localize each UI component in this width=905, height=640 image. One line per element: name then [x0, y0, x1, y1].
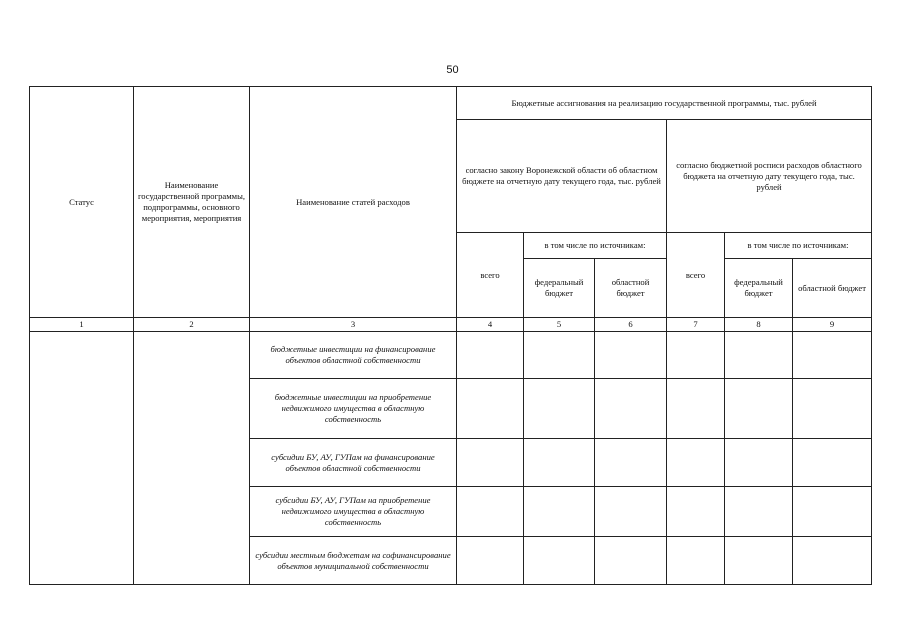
- value-cell: [793, 332, 872, 379]
- value-cell: [595, 379, 667, 439]
- header-regional-law: областной бюджет: [595, 259, 667, 318]
- header-total-law: всего: [457, 233, 524, 318]
- header-regional-schedule: областной бюджет: [793, 259, 872, 318]
- column-number: 7: [667, 318, 725, 332]
- value-cell: [667, 332, 725, 379]
- header-total-schedule: всего: [667, 233, 725, 318]
- value-cell: [667, 537, 725, 585]
- value-cell: [457, 487, 524, 537]
- expense-item: субсидии местным бюджетам на софинансирование объектов муниципальной собственности: [250, 537, 457, 585]
- value-cell: [457, 379, 524, 439]
- column-number: 6: [595, 318, 667, 332]
- value-cell: [457, 332, 524, 379]
- column-number: 2: [134, 318, 250, 332]
- column-number-row: [30, 318, 872, 332]
- value-cell: [457, 439, 524, 487]
- header-sources-schedule: в том числе по источникам:: [725, 233, 872, 259]
- value-cell: [667, 439, 725, 487]
- value-cell: [524, 332, 595, 379]
- expense-item: субсидии БУ, АУ, ГУПам на финансирование объектов областной собственности: [250, 439, 457, 487]
- header-federal-schedule: федеральный бюджет: [725, 259, 793, 318]
- column-number: 9: [793, 318, 872, 332]
- page-number: 50: [446, 64, 459, 76]
- column-number: 8: [725, 318, 793, 332]
- value-cell: [725, 379, 793, 439]
- expense-item: бюджетные инвестиции на финансирование объектов областной собственности: [250, 332, 457, 379]
- header-budget-allocations: Бюджетные ассигнования на реализацию государственной программы, тыс. рублей: [457, 87, 872, 120]
- value-cell: [793, 379, 872, 439]
- value-cell: [595, 537, 667, 585]
- header-expense-items: Наименование статей расходов: [250, 87, 457, 318]
- header-sources-law: в том числе по источникам:: [524, 233, 667, 259]
- value-cell: [595, 332, 667, 379]
- program-name-cell: [134, 332, 250, 585]
- value-cell: [595, 439, 667, 487]
- column-number: 4: [457, 318, 524, 332]
- expense-item: бюджетные инвестиции на приобретение недвижимого имущества в областную собственность: [250, 379, 457, 439]
- value-cell: [667, 379, 725, 439]
- value-cell: [667, 487, 725, 537]
- value-cell: [524, 379, 595, 439]
- header-federal-law: федеральный бюджет: [524, 259, 595, 318]
- column-number: 3: [250, 318, 457, 332]
- table-row: [30, 332, 872, 379]
- header-program-name: Наименование государственной программы, подпрограммы, основного мероприятия, мероприятия: [134, 87, 250, 318]
- value-cell: [725, 439, 793, 487]
- expense-item: субсидии БУ, АУ, ГУПам на приобретение недвижимого имущества в областную собственность: [250, 487, 457, 537]
- column-number: 5: [524, 318, 595, 332]
- value-cell: [793, 439, 872, 487]
- value-cell: [524, 537, 595, 585]
- value-cell: [457, 537, 524, 585]
- value-cell: [793, 487, 872, 537]
- value-cell: [725, 487, 793, 537]
- budget-allocation-table: [29, 86, 872, 585]
- status-cell: [30, 332, 134, 585]
- value-cell: [595, 487, 667, 537]
- header-status: Статус: [30, 87, 134, 318]
- value-cell: [725, 332, 793, 379]
- value-cell: [793, 537, 872, 585]
- column-number: 1: [30, 318, 134, 332]
- value-cell: [524, 487, 595, 537]
- header-by-schedule: согласно бюджетной росписи расходов областного бюджета на отчетную дату текущего года, тыс. рублей: [667, 120, 872, 233]
- header-by-law: согласно закону Воронежской области об областном бюджете на отчетную дату текущего года, тыс. рублей: [457, 120, 667, 233]
- value-cell: [725, 537, 793, 585]
- value-cell: [524, 439, 595, 487]
